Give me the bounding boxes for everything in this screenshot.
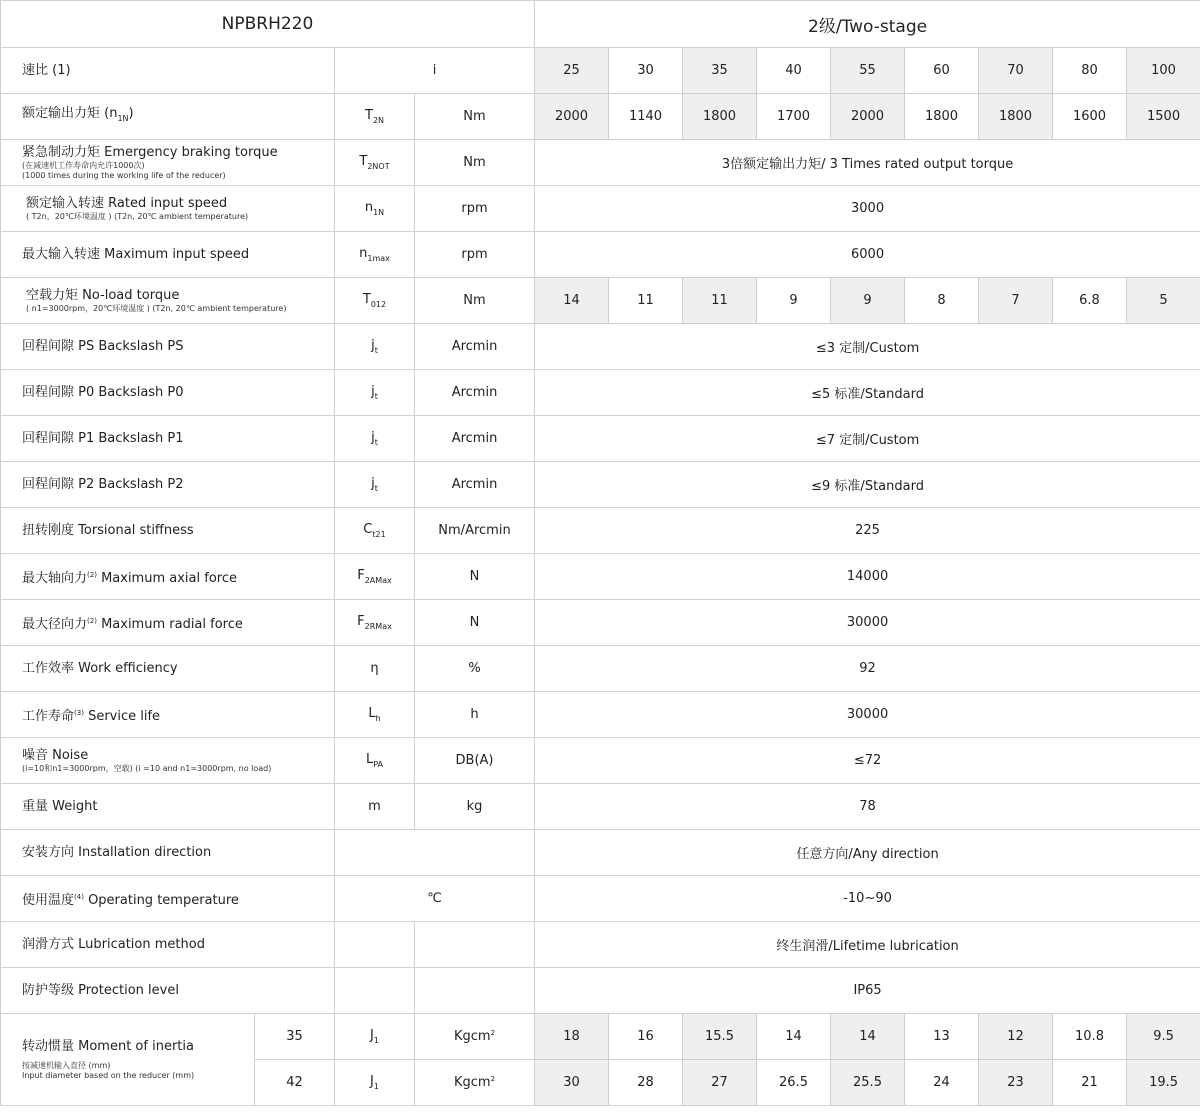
stiffness-symbol: $C_{t21}$ [335, 508, 415, 554]
inertia-value: 15.5 [683, 1014, 757, 1060]
weight-unit: kg [415, 784, 535, 830]
backlash-unit: Arcmin [415, 324, 535, 370]
ratio-value: 70 [979, 48, 1053, 94]
backlash-value: ≤5 标准/Standard [535, 370, 1200, 416]
ratio-label: 速比 (1) [22, 62, 71, 78]
lubrication-value: 终生润滑/Lifetime lubrication [535, 922, 1200, 968]
lubrication-row [1, 922, 1200, 968]
inertia-note-en: Input diameter based on the reducer (mm) [22, 1070, 195, 1080]
noload-torque-value: 5 [1127, 278, 1200, 324]
weight-symbol: m [335, 784, 415, 830]
ratio-value: 30 [609, 48, 683, 94]
rated-input-speed-note: ( T2n，20℃环境温度 ) (T2n, 20℃ ambient temperature) [26, 211, 249, 221]
ratio-value: 55 [831, 48, 905, 94]
rated-input-speed-value: 3000 [535, 186, 1200, 232]
efficiency-label: 工作效率 Work efficiency [22, 660, 178, 676]
lubrication-empty-cell [415, 922, 535, 968]
inertia-value: 19.5 [1127, 1060, 1200, 1106]
inertia-value: 27 [683, 1060, 757, 1106]
max-input-speed-unit: rpm [415, 232, 535, 278]
backlash-unit: Arcmin [415, 416, 535, 462]
inertia-unit: Kgcm$^2$ [415, 1060, 535, 1106]
ratio-value: 25 [535, 48, 609, 94]
ratio-value: 80 [1053, 48, 1127, 94]
noload-torque-value: 9 [757, 278, 831, 324]
protection-label: 防护等级 Protection level [22, 982, 179, 998]
rated-torque-value: 1700 [757, 94, 831, 140]
inertia-note-cn: 按减速机输入直径 (mm) [22, 1060, 111, 1070]
backlash-row [1, 462, 1200, 508]
temperature-value: -10~90 [535, 876, 1200, 922]
rated-torque-value: 2000 [535, 94, 609, 140]
efficiency-row [1, 646, 1200, 692]
emergency-torque-row [1, 140, 1200, 186]
rated-torque-symbol: $T_{2N}$ [335, 94, 415, 140]
emergency-note-en: (1000 times during the working life of the reducer) [22, 170, 226, 180]
radial-force-unit: N [415, 600, 535, 646]
inertia-value: 24 [905, 1060, 979, 1106]
protection-value: IP65 [535, 968, 1200, 1014]
noload-torque-value: 9 [831, 278, 905, 324]
rated-torque-value: 1140 [609, 94, 683, 140]
installation-empty-cell [335, 830, 535, 876]
inertia-value: 21 [1053, 1060, 1127, 1106]
weight-row [1, 784, 1200, 830]
protection-empty-cell [415, 968, 535, 1014]
lubrication-label: 润滑方式 Lubrication method [22, 936, 205, 952]
emergency-value: 3倍额定输出力矩/ 3 Times rated output torque [535, 140, 1200, 186]
emergency-symbol: $T_{2NOT}$ [335, 140, 415, 186]
axial-force-row [1, 554, 1200, 600]
inertia-value: 12 [979, 1014, 1053, 1060]
rated-torque-label: 额定输出力矩 $(n_{1N})$ [22, 106, 134, 123]
rated-torque-value: 1500 [1127, 94, 1200, 140]
inertia-value: 16 [609, 1014, 683, 1060]
inertia-value: 14 [757, 1014, 831, 1060]
inertia-symbol: $J_1$ [335, 1060, 415, 1106]
temperature-label: 使用温度$^{(4)}$ Operating temperature [22, 892, 239, 908]
stiffness-value: 225 [535, 508, 1200, 554]
inertia-value: 10.8 [1053, 1014, 1127, 1060]
backlash-symbol: $j_t$ [335, 370, 415, 416]
noload-torque-label: 空载力矩 No-load torque [26, 287, 180, 303]
ratio-symbol: i [335, 48, 535, 94]
rated-torque-unit: Nm [415, 94, 535, 140]
backlash-value: ≤9 标准/Standard [535, 462, 1200, 508]
efficiency-unit: % [415, 646, 535, 692]
noise-row [1, 738, 1200, 784]
backlash-label: 回程间隙 PS Backslash PS [22, 338, 184, 354]
lubrication-empty-cell [335, 922, 415, 968]
inertia-diameter: 35 [255, 1014, 335, 1060]
rated-input-speed-label: 额定输入转速 Rated input speed [26, 195, 228, 211]
noise-note: (i=10和n1=3000rpm，空载) (i =10 and n1=3000rpm, no load) [22, 763, 272, 773]
max-input-speed-row [1, 232, 1200, 278]
rated-torque-value: 1800 [979, 94, 1053, 140]
emergency-note-cn: (在减速机工作寿命内允许1000次) [22, 160, 145, 170]
inertia-value: 25.5 [831, 1060, 905, 1106]
ratio-value: 60 [905, 48, 979, 94]
header-row [1, 1, 1200, 48]
backlash-unit: Arcmin [415, 462, 535, 508]
noise-symbol: $L_{PA}$ [335, 738, 415, 784]
backlash-row [1, 416, 1200, 462]
noload-torque-symbol: $T_{012}$ [335, 278, 415, 324]
max-input-speed-value: 6000 [535, 232, 1200, 278]
service-life-symbol: $L_h$ [335, 692, 415, 738]
rated-input-speed-row [1, 186, 1200, 232]
service-life-unit: h [415, 692, 535, 738]
inertia-value: 28 [609, 1060, 683, 1106]
temperature-row [1, 876, 1200, 922]
service-life-label: 工作寿命$^{(3)}$ Service life [22, 708, 161, 724]
inertia-row [1, 1014, 1200, 1060]
rated-torque-row [1, 94, 1200, 140]
efficiency-symbol: η [335, 646, 415, 692]
inertia-value: 13 [905, 1014, 979, 1060]
axial-force-unit: N [415, 554, 535, 600]
efficiency-value: 92 [535, 646, 1200, 692]
max-input-speed-symbol: $n_{1max}$ [335, 232, 415, 278]
axial-force-symbol: $F_{2AMax}$ [335, 554, 415, 600]
ratio-value: 35 [683, 48, 757, 94]
installation-label: 安装方向 Installation direction [22, 844, 212, 860]
noload-torque-value: 14 [535, 278, 609, 324]
backlash-value: ≤7 定制/Custom [535, 416, 1200, 462]
noload-torque-note: ( n1=3000rpm，20℃环境温度 ) (T2n, 20℃ ambient temperature) [26, 303, 287, 313]
noload-torque-value: 11 [609, 278, 683, 324]
noload-torque-value: 6.8 [1053, 278, 1127, 324]
noise-label: 噪音 Noise [22, 747, 89, 763]
rated-torque-value: 1800 [905, 94, 979, 140]
installation-value: 任意方向/Any direction [535, 830, 1200, 876]
radial-force-value: 30000 [535, 600, 1200, 646]
radial-force-row [1, 600, 1200, 646]
ratio-row [1, 48, 1200, 94]
max-input-speed-label: 最大输入转速 Maximum input speed [22, 246, 250, 262]
stiffness-row [1, 508, 1200, 554]
emergency-torque-label: 紧急制动力矩 Emergency braking torque [22, 144, 278, 160]
inertia-value: 30 [535, 1060, 609, 1106]
inertia-value: 9.5 [1127, 1014, 1200, 1060]
stiffness-unit: Nm/Arcmin [415, 508, 535, 554]
noload-torque-value: 7 [979, 278, 1053, 324]
service-life-row [1, 692, 1200, 738]
backlash-label: 回程间隙 P2 Backslash P2 [22, 476, 184, 492]
protection-row [1, 968, 1200, 1014]
rated-torque-value: 1800 [683, 94, 757, 140]
axial-force-label: 最大轴向力$^{(2)}$ Maximum axial force [22, 570, 237, 586]
protection-empty-cell [335, 968, 415, 1014]
ratio-value: 100 [1127, 48, 1200, 94]
service-life-value: 30000 [535, 692, 1200, 738]
backlash-symbol: $j_t$ [335, 416, 415, 462]
inertia-symbol: $J_1$ [335, 1014, 415, 1060]
inertia-value: 18 [535, 1014, 609, 1060]
emergency-unit: Nm [415, 140, 535, 186]
weight-label: 重量 Weight [22, 798, 98, 814]
stage-label: 2级/Two-stage [535, 1, 1200, 48]
inertia-value: 23 [979, 1060, 1053, 1106]
backlash-unit: Arcmin [415, 370, 535, 416]
inertia-diameter: 42 [255, 1060, 335, 1106]
backlash-symbol: $j_t$ [335, 462, 415, 508]
noload-torque-value: 11 [683, 278, 757, 324]
noload-torque-value: 8 [905, 278, 979, 324]
model-name: NPBRH220 [1, 1, 535, 48]
inertia-unit: Kgcm$^2$ [415, 1014, 535, 1060]
inertia-value: 26.5 [757, 1060, 831, 1106]
backlash-row [1, 324, 1200, 370]
rated-torque-value: 2000 [831, 94, 905, 140]
weight-value: 78 [535, 784, 1200, 830]
ratio-value: 40 [757, 48, 831, 94]
rated-torque-value: 1600 [1053, 94, 1127, 140]
noise-value: ≤72 [535, 738, 1200, 784]
backlash-symbol: $j_t$ [335, 324, 415, 370]
noload-torque-row [1, 278, 1200, 324]
installation-row [1, 830, 1200, 876]
backlash-label: 回程间隙 P0 Backslash P0 [22, 384, 184, 400]
radial-force-label: 最大径向力$^{(2)}$ Maximum radial force [22, 616, 243, 632]
inertia-label: 转动惯量 Moment of inertia [22, 1038, 194, 1054]
axial-force-value: 14000 [535, 554, 1200, 600]
backlash-row [1, 370, 1200, 416]
noload-torque-unit: Nm [415, 278, 535, 324]
backlash-value: ≤3 定制/Custom [535, 324, 1200, 370]
inertia-value: 14 [831, 1014, 905, 1060]
noise-unit: DB(A) [415, 738, 535, 784]
radial-force-symbol: $F_{2RMax}$ [335, 600, 415, 646]
temperature-unit: ℃ [335, 876, 535, 922]
stiffness-label: 扭转刚度 Torsional stiffness [22, 522, 194, 538]
rated-input-speed-symbol: $n_{1N}$ [335, 186, 415, 232]
backlash-label: 回程间隙 P1 Backslash P1 [22, 430, 184, 446]
rated-input-speed-unit: rpm [415, 186, 535, 232]
